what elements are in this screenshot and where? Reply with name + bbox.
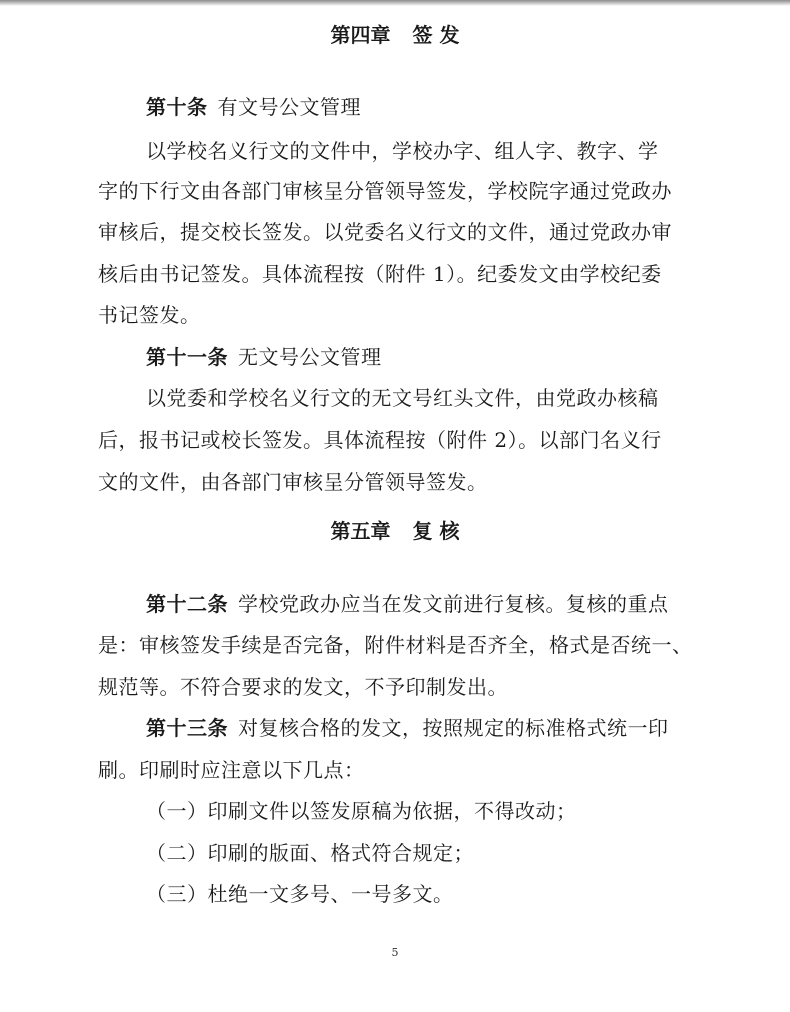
article-12-line-2: 是：审核签发手续是否完备，附件材料是否齐全，格式是否统一、 <box>98 633 693 657</box>
article-13-title: 第十三条 <box>146 716 228 740</box>
chapter-5-title: 复 核 <box>412 519 460 543</box>
article-11-title: 第十一条 <box>146 345 228 369</box>
article-13-first-line <box>146 715 669 741</box>
article-11-line-2: 后，报书记或校长签发。具体流程按（附件 2）。以部门名义行 <box>98 428 662 452</box>
article-10-line-3: 审核后，提交校长签发。以党委名义行文的文件，通过党政办审 <box>98 220 672 244</box>
chapter-4-heading <box>0 22 790 48</box>
article-12-first-line <box>146 591 669 617</box>
article-11-line-3: 文的文件，由各部门审核呈分管领导签发。 <box>98 470 488 494</box>
article-10-line-5: 书记签发。 <box>98 303 201 327</box>
chapter-5-number: 第五章 <box>330 519 391 543</box>
article-12-title: 第十二条 <box>146 592 228 616</box>
article-10-line-4: 核后由书记签发。具体流程按（附件 1）。纪委发文由学校纪委 <box>98 262 662 286</box>
article-10-line-2: 字的下行文由各部门审核呈分管领导签发，学校院字通过党政办 <box>98 179 672 203</box>
article-13-item-2: （二）印刷的版面、格式符合规定； <box>146 841 474 865</box>
article-11-heading: 无文号公文管理 <box>238 345 382 369</box>
chapter-4-title: 签 发 <box>412 23 460 47</box>
article-12-line-1: 学校党政办应当在发文前进行复核。复核的重点 <box>238 592 669 616</box>
article-10-title: 第十条 <box>146 95 208 119</box>
article-10-heading: 有文号公文管理 <box>217 95 361 119</box>
page-top-edge <box>0 0 790 6</box>
article-11-line-1: 以党委和学校名义行文的无文号红头文件，由党政办核稿 <box>146 386 659 410</box>
article-10-line-1: 以学校名义行文的文件中，学校办字、组人字、教字、学 <box>146 139 659 163</box>
article-11-heading-line <box>146 344 382 370</box>
article-12-line-3: 规范等。不符合要求的发文，不予印制发出。 <box>98 675 508 699</box>
chapter-4-number: 第四章 <box>330 23 391 47</box>
article-13-line-2: 刷。印刷时应注意以下几点： <box>98 758 365 782</box>
article-13-item-1: （一）印刷文件以签发原稿为依据，不得改动； <box>146 799 577 823</box>
page-number: 5 <box>391 946 399 959</box>
article-13-line-1: 对复核合格的发文，按照规定的标准格式统一印 <box>238 716 669 740</box>
article-13-item-3: （三）杜绝一文多号、一号多文。 <box>146 882 454 906</box>
article-10-heading-line <box>146 94 361 120</box>
chapter-5-heading <box>0 518 790 544</box>
